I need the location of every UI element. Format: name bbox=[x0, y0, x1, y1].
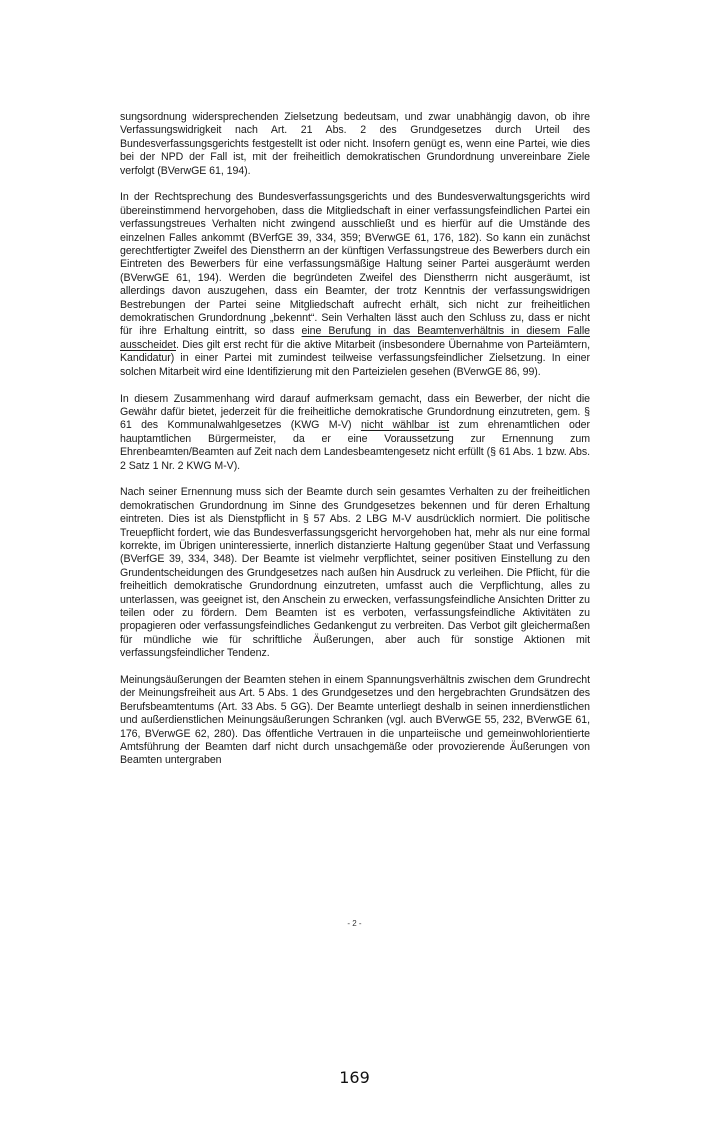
paragraph-3-underlined: nicht wählbar ist bbox=[360, 419, 450, 432]
paragraph-2-underlined: eine Berufung in das Beamtenverhältnis in diesem Falle ausscheidet bbox=[120, 325, 590, 351]
page-marker: - 2 - bbox=[347, 919, 362, 928]
paragraph-4-text: Nach seiner Ernennung muss sich der Beamte durch sein gesamtes Verhalten zu der freiheitlichen demokratischen Grundordnung im Sinne des Grundgesetzes bekennen und für deren Erhaltung eintreten. Dies ist als Dienstpflicht in § 57 Abs. 2 LBG M-V ausdrücklich normiert. Die politische Treuepflicht fordert, wie das Bundesverfassungsgericht hervorgehoben hat, mehr als nur eine formal korrekte, im Übrigen uninteressierte, innerlich distanzierte Haltung gegenüber Staat und Verfassung (BVerfGE 39, 334, 348). Der Beamte ist vielmehr verpflichtet, seiner positiven Einstellung zu den Grundentscheidungen des Grundgesetzes nach außen hin Ausdruck zu verleihen. Die Pflicht, für die freiheitlich demokratische Grundordnung einzutreten, umfasst auch die Verpflichtung, alles zu unterlassen, was geeignet ist, den Anschein zu erwecken, verfassungsfeindliche Ansichten Dritter zu teilen oder zu fördern. Dem Beamten ist es verboten, verfassungsfeindliche Aktivitäten zu propagieren oder verfassungsfeindliches Gedankengut zu verbreiten. Das Verbot gilt gleichermaßen für mündliche wie für schriftliche Äußerungen, aber auch für sonstige Aktionen mit verfassungsfeindlicher Tendenz. bbox=[120, 486, 590, 660]
body-text bbox=[120, 111, 590, 781]
page-number: 169 bbox=[339, 1068, 370, 1087]
paragraph-1-text: sungsordnung widersprechenden Zielsetzung bedeutsam, und zwar unabhängig davon, ob ihre Verfassungswidrigkeit nach Art. 21 Abs. 2 des Grundgesetzes durch Urteil des Bundesverfassungsgerichts festgestellt ist oder nicht. Insofern genügt es, wenn eine Partei, wie dies bei der NPD der Fall ist, mit der freiheitlich demokratischen Grundordnung unvereinbare Ziele verfolgt (BVerwGE 61, 194). bbox=[120, 111, 590, 177]
paragraph-1 bbox=[120, 111, 590, 178]
paragraph-3-text-b: zum ehrenamtlichen oder hauptamtlichen Bürgermeister, da er eine Voraussetzung zur Ernennung zum Ehrenbeamten/Beamten auf Zeit nach dem Landesbeamtengesetz nicht erfüllt (§ 61 Abs. 1 bzw. Abs. 2 Satz 1 Nr. 2 KWG M-V). bbox=[120, 419, 590, 472]
paragraph-3-text-a: In diesem Zusammenhang wird darauf aufmerksam gemacht, dass ein Bewerber, der nicht die Gewähr dafür bietet, jederzeit für die freiheitliche demokratische Grundordnung einzutreten, gem. § 61 des Kommunalwahlgesetzes (KWG M-V) bbox=[120, 392, 590, 432]
paragraph-2 bbox=[120, 191, 590, 379]
paragraph-5-text: Meinungsäußerungen der Beamten stehen in einem Spannungsverhältnis zwischen dem Grundrecht der Meinungsfreiheit aus Art. 5 Abs. 1 des Grundgesetzes und den hergebrachten Grundsätzen des Berufsbeamtentums (Art. 33 Abs. 5 GG). Der Beamte unterliegt deshalb in seinen innerdienstlichen und außerdienstlichen Meinungsäußerungen Schranken (vgl. auch BVerwGE 55, 232, BVerwGE 61, 176, BVerwGE 62, 280). Das öffentliche Vertrauen in die unparteiische und gemeinwohlorientierte Amtsführung der Beamten darf nicht durch unsachgemäße oder provozierende Äußerungen von Beamten untergraben bbox=[120, 674, 590, 767]
paragraph-5 bbox=[120, 674, 590, 768]
paragraph-2-text-b: . Dies gilt erst recht für die aktive Mitarbeit (insbesondere Übernahme von Parteiämtern, Kandidatur) in einer Partei mit zumindest teilweise verfassungsfeindlicher Zielsetzung. In einer solchen Mitarbeit wird eine Identifizierung mit den Parteizielen gesehen (BVerwGE 86, 99). bbox=[120, 338, 590, 378]
paragraph-2-text-a: In der Rechtsprechung des Bundesverfassungsgerichts und des Bundesverwaltungsgerichts wird übereinstimmend hervorgehoben, dass die Mitgliedschaft in einer verfassungsfeindlichen Partei ein verfassungstreues Verhalten nicht zwingend ausschließt und es hierfür auf die Umstände des einzelnen Falles ankommt (BVerfGE 39, 334, 359; BVerwGE 61, 176, 182). So kann ein zunächst gerechtfertigter Zweifel des Dienstherrn an der künftigen Verfassungstreue des Bewerbers durch ein Eintreten des Bewerbers für eine verfassungsmäßige Haltung seiner Partei ausgeräumt werden (BVerwGE 61, 194). Werden die begründeten Zweifel des Dienstherrn nicht ausgeräumt, ist allerdings davon auszugehen, dass ein Beamter, der trotz Kenntnis der verfassungswidrigen Bestrebungen der Partei seine Mitgliedschaft aufrecht erhält, sich nicht zur freiheitlichen demokratischen Grundordnung „bekennt“. Sein Verhalten lässt auch den Schluss zu, dass er nicht für ihre Erhaltung eintritt, so dass bbox=[120, 191, 590, 338]
paragraph-4 bbox=[120, 486, 590, 660]
paragraph-3 bbox=[120, 393, 590, 473]
